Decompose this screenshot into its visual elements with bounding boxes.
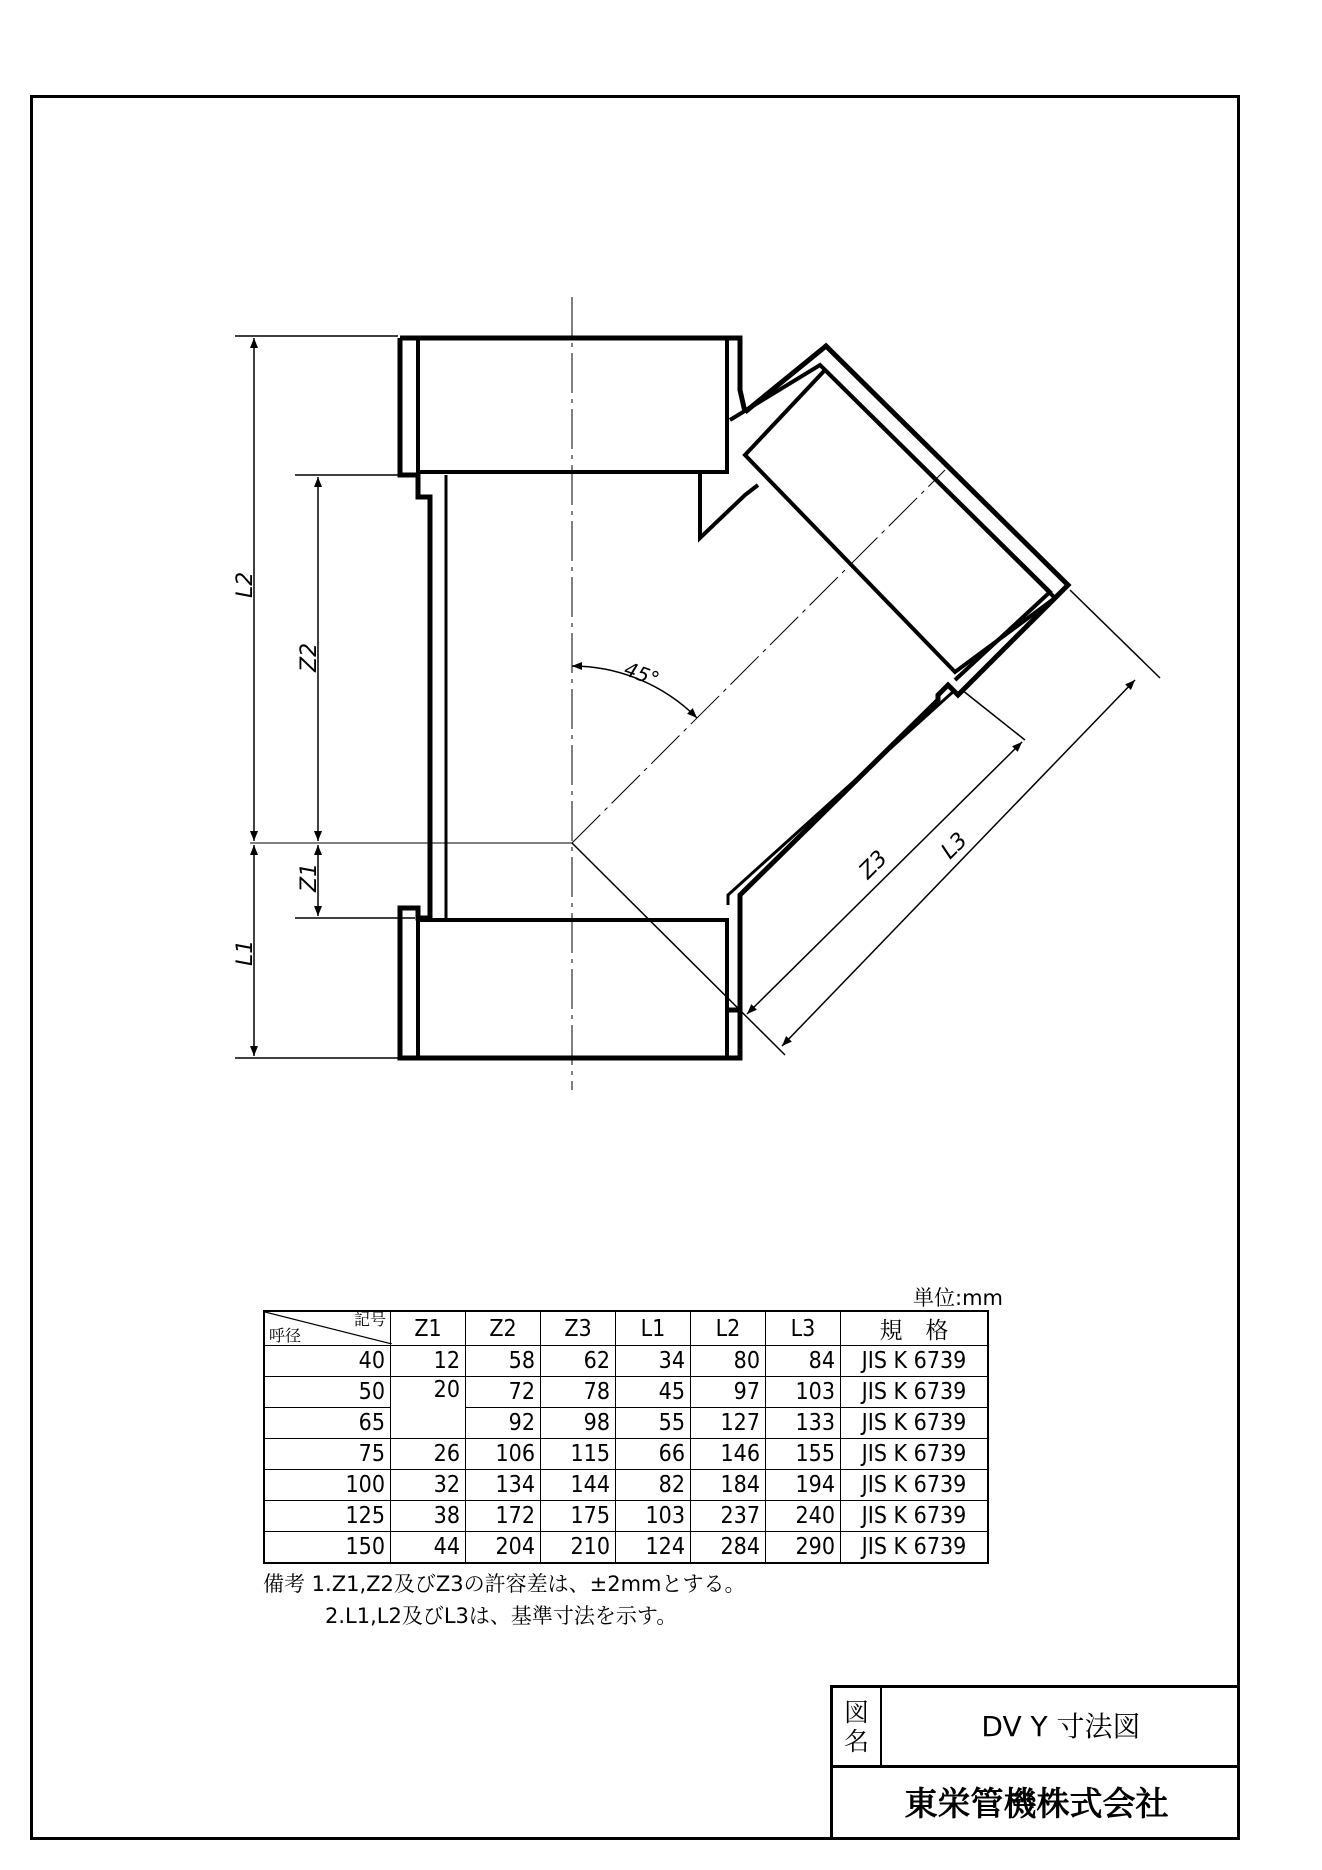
- cell-standard: JIS K 6739: [841, 1439, 989, 1470]
- cell-l1: 103: [616, 1501, 691, 1532]
- note-line-2: 2.L1,L2及びL3は、基準寸法を示す。: [325, 1604, 678, 1628]
- col-header: Z3: [541, 1311, 616, 1346]
- cell-diameter: 40: [264, 1346, 391, 1377]
- corner-diameter-label: 呼径: [269, 1326, 302, 1345]
- label-Z3: Z3: [854, 846, 893, 885]
- cell-z3: 144: [541, 1470, 616, 1501]
- cell-l2: 284: [691, 1532, 766, 1564]
- cell-z2: 172: [466, 1501, 541, 1532]
- label-Z1: Z1: [297, 862, 322, 892]
- table-row: [264, 1470, 988, 1501]
- cell-l2: 80: [691, 1346, 766, 1377]
- cell-diameter: 65: [264, 1408, 391, 1439]
- cell-z1: 38: [391, 1501, 466, 1532]
- cell-diameter: 150: [264, 1532, 391, 1564]
- note-line-1: 備考 1.Z1,Z2及びZ3の許容差は、±2mmとする。: [263, 1572, 746, 1596]
- col-header: L3: [766, 1311, 841, 1346]
- cell-z1: 20: [391, 1377, 466, 1439]
- cell-z3: 78: [541, 1377, 616, 1408]
- cell-l2: 146: [691, 1439, 766, 1470]
- cell-z2: 58: [466, 1346, 541, 1377]
- col-header: Z1: [391, 1311, 466, 1346]
- cell-l1: 55: [616, 1408, 691, 1439]
- cell-z2: 106: [466, 1439, 541, 1470]
- cell-standard: JIS K 6739: [841, 1377, 989, 1408]
- label-Z2: Z2: [297, 642, 322, 672]
- cell-diameter: 100: [264, 1470, 391, 1501]
- label-L2: L2: [233, 571, 258, 598]
- unit-label: 単位:mm: [913, 1286, 1003, 1310]
- title-block-label: 図 名: [830, 1685, 882, 1765]
- cell-z3: 62: [541, 1346, 616, 1377]
- cell-z3: 175: [541, 1501, 616, 1532]
- cell-l1: 82: [616, 1470, 691, 1501]
- cell-l2: 184: [691, 1470, 766, 1501]
- cell-z3: 98: [541, 1408, 616, 1439]
- cell-l2: 127: [691, 1408, 766, 1439]
- cell-z2: 204: [466, 1532, 541, 1564]
- cell-standard: JIS K 6739: [841, 1346, 989, 1377]
- corner-symbol-label: 記号: [353, 1310, 386, 1329]
- cell-l1: 124: [616, 1532, 691, 1564]
- table-row: [264, 1439, 988, 1470]
- fitting-body: [400, 338, 1068, 1058]
- cell-l3: 103: [766, 1377, 841, 1408]
- label-L1: L1: [233, 939, 258, 966]
- cell-z2: 72: [466, 1377, 541, 1408]
- cell-l3: 290: [766, 1532, 841, 1564]
- cell-diameter: 50: [264, 1377, 391, 1408]
- cell-z3: 115: [541, 1439, 616, 1470]
- cell-l2: 97: [691, 1377, 766, 1408]
- angle-dimension: [572, 657, 697, 718]
- table-row: [264, 1377, 988, 1408]
- center-lines: [250, 297, 945, 1090]
- cell-z2: 134: [466, 1470, 541, 1501]
- cell-standard: JIS K 6739: [841, 1470, 989, 1501]
- cell-standard: JIS K 6739: [841, 1532, 989, 1564]
- label-L3: L3: [936, 827, 973, 865]
- cell-z1: 26: [391, 1439, 466, 1470]
- col-header: Z2: [466, 1311, 541, 1346]
- cell-l3: 133: [766, 1408, 841, 1439]
- cell-diameter: 125: [264, 1501, 391, 1532]
- notes: [263, 1568, 746, 1632]
- table-row: [264, 1501, 988, 1532]
- dimension-labels: [233, 572, 973, 966]
- drawing-name: DV Y 寸法図: [882, 1685, 1240, 1765]
- col-header: L1: [616, 1311, 691, 1346]
- col-header: L2: [691, 1311, 766, 1346]
- cell-l1: 45: [616, 1377, 691, 1408]
- standard-header: 規 格: [841, 1311, 989, 1346]
- cell-l1: 66: [616, 1439, 691, 1470]
- cell-l1: 34: [616, 1346, 691, 1377]
- cell-standard: JIS K 6739: [841, 1501, 989, 1532]
- table-row: [264, 1408, 988, 1439]
- cell-l3: 194: [766, 1470, 841, 1501]
- dimension-table: [263, 1310, 989, 1564]
- cell-l3: 84: [766, 1346, 841, 1377]
- cell-z1: 12: [391, 1346, 466, 1377]
- title-block: [830, 1685, 1240, 1840]
- corner-cell: [264, 1311, 391, 1346]
- table-row: [264, 1532, 988, 1564]
- angle-label: 45°: [621, 656, 663, 692]
- cell-diameter: 75: [264, 1439, 391, 1470]
- cell-l3: 155: [766, 1439, 841, 1470]
- table-header-row: [264, 1311, 988, 1346]
- cell-z1: 32: [391, 1470, 466, 1501]
- cell-z2: 92: [466, 1408, 541, 1439]
- cell-z1: 44: [391, 1532, 466, 1564]
- company-name: 東栄管機株式会社: [830, 1765, 1240, 1840]
- cell-z3: 210: [541, 1532, 616, 1564]
- cell-l3: 240: [766, 1501, 841, 1532]
- cell-standard: JIS K 6739: [841, 1408, 989, 1439]
- cell-l2: 237: [691, 1501, 766, 1532]
- dimension-lines: [235, 336, 1160, 1058]
- table-row: [264, 1346, 988, 1377]
